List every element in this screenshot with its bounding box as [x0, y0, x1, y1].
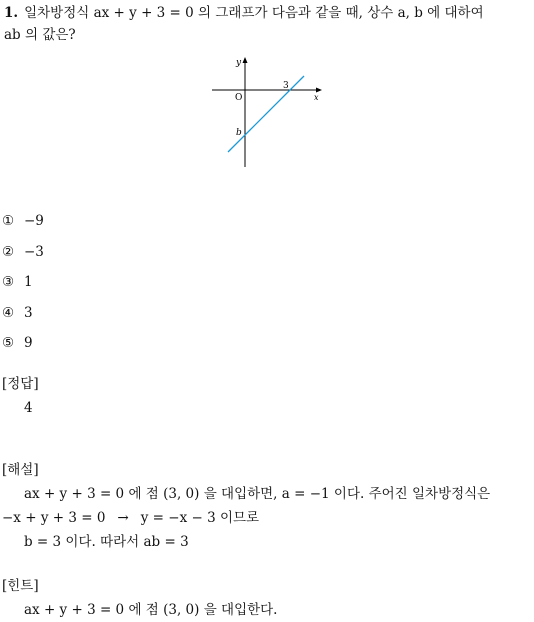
answer-section [2, 372, 39, 420]
choice-mark: ③ [2, 274, 15, 290]
choice-value: −3 [24, 243, 44, 260]
x-axis-arrow [316, 88, 322, 93]
choice-2[interactable] [2, 241, 44, 272]
question [4, 2, 532, 46]
x-axis-label: x [314, 93, 319, 102]
hint-line-1: ax + y + 3 = 0 에 점 (3, 0) 을 대입한다. [24, 602, 278, 618]
choice-mark: ⑤ [2, 335, 15, 351]
choice-value: 9 [24, 335, 33, 351]
solution-line-3: b = 3 이다. 따라서 ab = 3 [24, 534, 189, 550]
y-axis-label: y [236, 58, 242, 68]
x-intercept-label: 3 [283, 81, 289, 91]
choice-value: 1 [24, 274, 33, 290]
implies-arrow: → [117, 510, 129, 526]
answer-choices [2, 210, 44, 363]
question-text-line-1: 일차방정식 ax + y + 3 = 0 의 그래프가 다음과 같을 때, 상수 a, b 에 대하여 [24, 5, 484, 21]
solution-eq-left: −x + y + 3 = 0 [2, 510, 106, 526]
answer-value: 4 [24, 400, 33, 416]
answer-header: [정답] [2, 376, 39, 392]
choice-4[interactable] [2, 302, 44, 333]
solution-section [2, 458, 490, 554]
graph-line [228, 76, 304, 152]
solution-eq-right: y = −x − 3 이므로 [140, 510, 260, 526]
solution-line-1: ax + y + 3 = 0 에 점 (3, 0) 을 대입하면, a = −1 이다. 주어진 일차방정식은 [24, 486, 491, 502]
question-text-line-2: ab 의 값은? [4, 27, 76, 43]
hint-header: [힌트] [2, 578, 39, 594]
question-number: 1. [4, 5, 19, 21]
solution-header: [해설] [2, 462, 39, 478]
solution-line-2 [2, 506, 490, 530]
choice-mark: ② [2, 243, 15, 260]
choice-value: −9 [24, 213, 44, 229]
hint-section [2, 574, 277, 622]
y-axis-arrow [243, 57, 248, 63]
y-intercept-label: b [236, 128, 242, 138]
choice-1[interactable] [2, 210, 44, 241]
choice-3[interactable] [2, 271, 44, 302]
choice-mark: ① [2, 213, 15, 229]
linear-graph [210, 55, 328, 170]
choice-value: 3 [24, 304, 33, 321]
origin-label: O [235, 93, 243, 103]
choice-mark: ④ [2, 304, 15, 321]
choice-5[interactable] [2, 332, 44, 363]
question-line-1 [4, 2, 532, 24]
